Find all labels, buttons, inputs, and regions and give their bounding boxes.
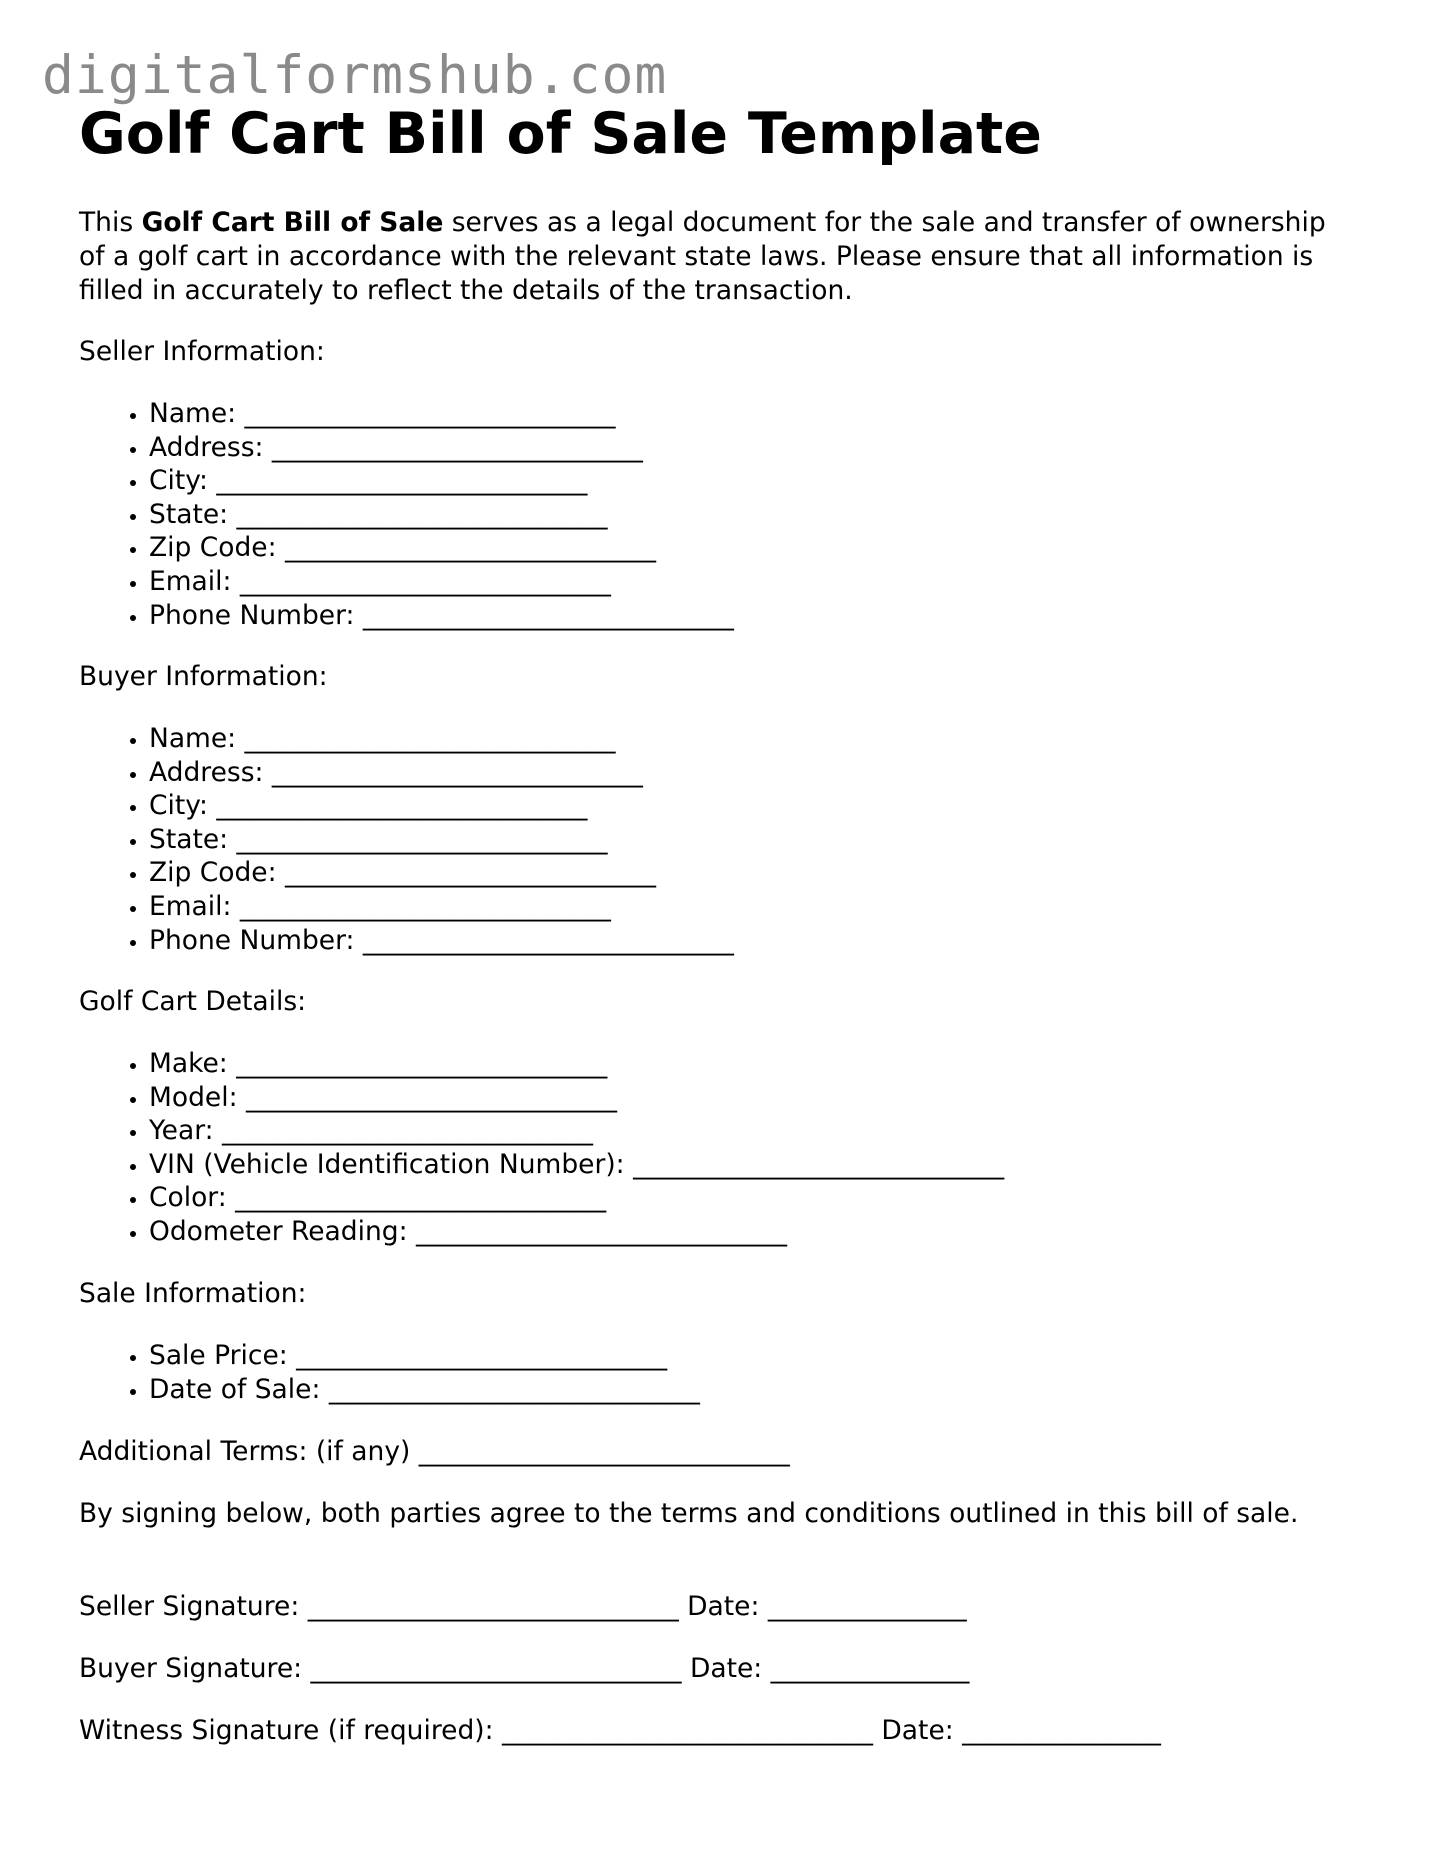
page-title: Golf Cart Bill of Sale Template: [79, 101, 1042, 167]
field-label: Make:: [149, 1048, 228, 1079]
seller-state-field[interactable]: [149, 498, 734, 532]
field-label: Witness Signature (if required):: [79, 1715, 494, 1746]
date-label: Date:: [881, 1715, 954, 1746]
fill-line[interactable]: ____________________________: [362, 599, 734, 631]
fill-line[interactable]: ____________________________: [418, 1436, 790, 1467]
field-label: Year:: [149, 1115, 214, 1147]
field-label: Zip Code:: [149, 532, 277, 564]
fill-line[interactable]: ____________________________: [245, 1081, 617, 1113]
field-label: Name:: [149, 398, 237, 429]
fill-line[interactable]: ____________________________: [633, 1148, 1005, 1180]
fill-line[interactable]: ____________________________: [236, 498, 608, 530]
fill-line[interactable]: ____________________________: [271, 756, 643, 788]
buyer-section-heading: Buyer Information:: [79, 661, 328, 692]
fill-line[interactable]: ____________________________: [222, 1115, 594, 1147]
sale-field-list: [79, 1339, 700, 1406]
seller-section-heading: Seller Information:: [79, 336, 325, 367]
field-label: Sale Price:: [149, 1340, 288, 1371]
field-label: Seller Signature:: [79, 1591, 300, 1622]
field-label: Name:: [149, 723, 237, 754]
fill-line[interactable]: ____________________________: [235, 1182, 607, 1214]
buyer-state-field[interactable]: [149, 823, 734, 857]
fill-line[interactable]: ____________________________: [284, 532, 656, 564]
fill-line[interactable]: ____________________________: [236, 823, 608, 855]
fill-line[interactable]: ____________________________: [501, 1715, 873, 1746]
field-label: State:: [149, 823, 229, 855]
seller-address-field[interactable]: [149, 431, 734, 465]
cart-vin-field[interactable]: [149, 1148, 1004, 1182]
fill-line[interactable]: ____________________________: [284, 857, 656, 889]
agreement-paragraph: By signing below, both parties agree to the terms and conditions outlined in this bill of sale.: [79, 1498, 1299, 1529]
fill-line[interactable]: ____________________________: [239, 565, 611, 597]
intro-prefix: This: [79, 207, 142, 238]
field-label: Zip Code:: [149, 857, 277, 889]
cart-model-field[interactable]: [149, 1081, 1004, 1115]
fill-line[interactable]: ____________________________: [244, 723, 616, 754]
fill-line[interactable]: ____________________________: [296, 1340, 668, 1371]
fill-line[interactable]: ____________________________: [271, 431, 643, 463]
seller-field-list: [79, 397, 734, 632]
seller-zip-field[interactable]: [149, 531, 734, 565]
field-label: Additional Terms: (if any): [79, 1436, 411, 1467]
field-label: Odometer Reading:: [149, 1215, 408, 1247]
buyer-signature-row[interactable]: [79, 1652, 969, 1686]
cart-odometer-field[interactable]: [149, 1215, 1004, 1249]
fill-line[interactable]: ____________________________: [244, 398, 616, 429]
sale-price-field[interactable]: [149, 1339, 700, 1373]
field-label: City:: [149, 790, 208, 822]
fill-line[interactable]: ____________________________: [216, 790, 588, 822]
fill-line[interactable]: ____________________________: [362, 924, 734, 956]
seller-phone-field[interactable]: [149, 599, 734, 633]
intro-bold-term: Golf Cart Bill of Sale: [141, 207, 444, 238]
watermark-text: digitalformshub.com: [42, 45, 668, 106]
field-label: Buyer Signature:: [79, 1653, 303, 1684]
date-fill-line[interactable]: _______________: [962, 1715, 1161, 1746]
seller-city-field[interactable]: [149, 464, 734, 498]
date-fill-line[interactable]: _______________: [770, 1653, 970, 1684]
seller-signature-row[interactable]: [79, 1590, 967, 1624]
date-label: Date:: [687, 1591, 760, 1622]
fill-line[interactable]: ____________________________: [239, 890, 611, 922]
field-label: Phone Number:: [149, 599, 355, 631]
field-label: Address:: [149, 756, 264, 788]
date-fill-line[interactable]: _______________: [767, 1591, 967, 1622]
fill-line[interactable]: ____________________________: [328, 1373, 700, 1405]
seller-name-field[interactable]: [149, 397, 734, 431]
buyer-email-field[interactable]: [149, 890, 734, 924]
cart-year-field[interactable]: [149, 1114, 1004, 1148]
buyer-zip-field[interactable]: [149, 856, 734, 890]
fill-line[interactable]: ____________________________: [307, 1591, 679, 1622]
seller-email-field[interactable]: [149, 565, 734, 599]
intro-suffix: serves as a legal document for the sale and transfer of ownership of a golf cart in accordance with the relevant state laws. Please ensure that all information is filled in accurately to reflect the details of the transaction.: [79, 207, 1326, 306]
additional-terms-field[interactable]: [79, 1435, 790, 1469]
field-label: City:: [149, 465, 208, 497]
witness-signature-row[interactable]: [79, 1714, 1161, 1748]
field-label: State:: [149, 498, 229, 530]
fill-line[interactable]: ____________________________: [216, 465, 588, 497]
cart-field-list: [79, 1047, 1004, 1249]
field-label: Email:: [149, 565, 232, 597]
field-label: Date of Sale:: [149, 1373, 321, 1405]
buyer-city-field[interactable]: [149, 789, 734, 823]
cart-color-field[interactable]: [149, 1181, 1004, 1215]
field-label: Color:: [149, 1182, 227, 1214]
field-label: Email:: [149, 890, 232, 922]
cart-section-heading: Golf Cart Details:: [79, 986, 307, 1017]
buyer-phone-field[interactable]: [149, 924, 734, 958]
buyer-field-list: [79, 722, 734, 957]
fill-line[interactable]: ____________________________: [310, 1653, 682, 1684]
date-label: Date:: [689, 1653, 763, 1684]
field-label: Phone Number:: [149, 924, 355, 956]
field-label: Address:: [149, 431, 264, 463]
fill-line[interactable]: ____________________________: [236, 1048, 608, 1079]
cart-make-field[interactable]: [149, 1047, 1004, 1081]
field-label: VIN (Vehicle Identification Number):: [149, 1148, 625, 1180]
fill-line[interactable]: ____________________________: [415, 1215, 787, 1247]
buyer-name-field[interactable]: [149, 722, 734, 756]
field-label: Model:: [149, 1081, 238, 1113]
sale-section-heading: Sale Information:: [79, 1278, 307, 1309]
buyer-address-field[interactable]: [149, 756, 734, 790]
sale-date-field[interactable]: [149, 1373, 700, 1407]
intro-paragraph: [79, 206, 1359, 308]
